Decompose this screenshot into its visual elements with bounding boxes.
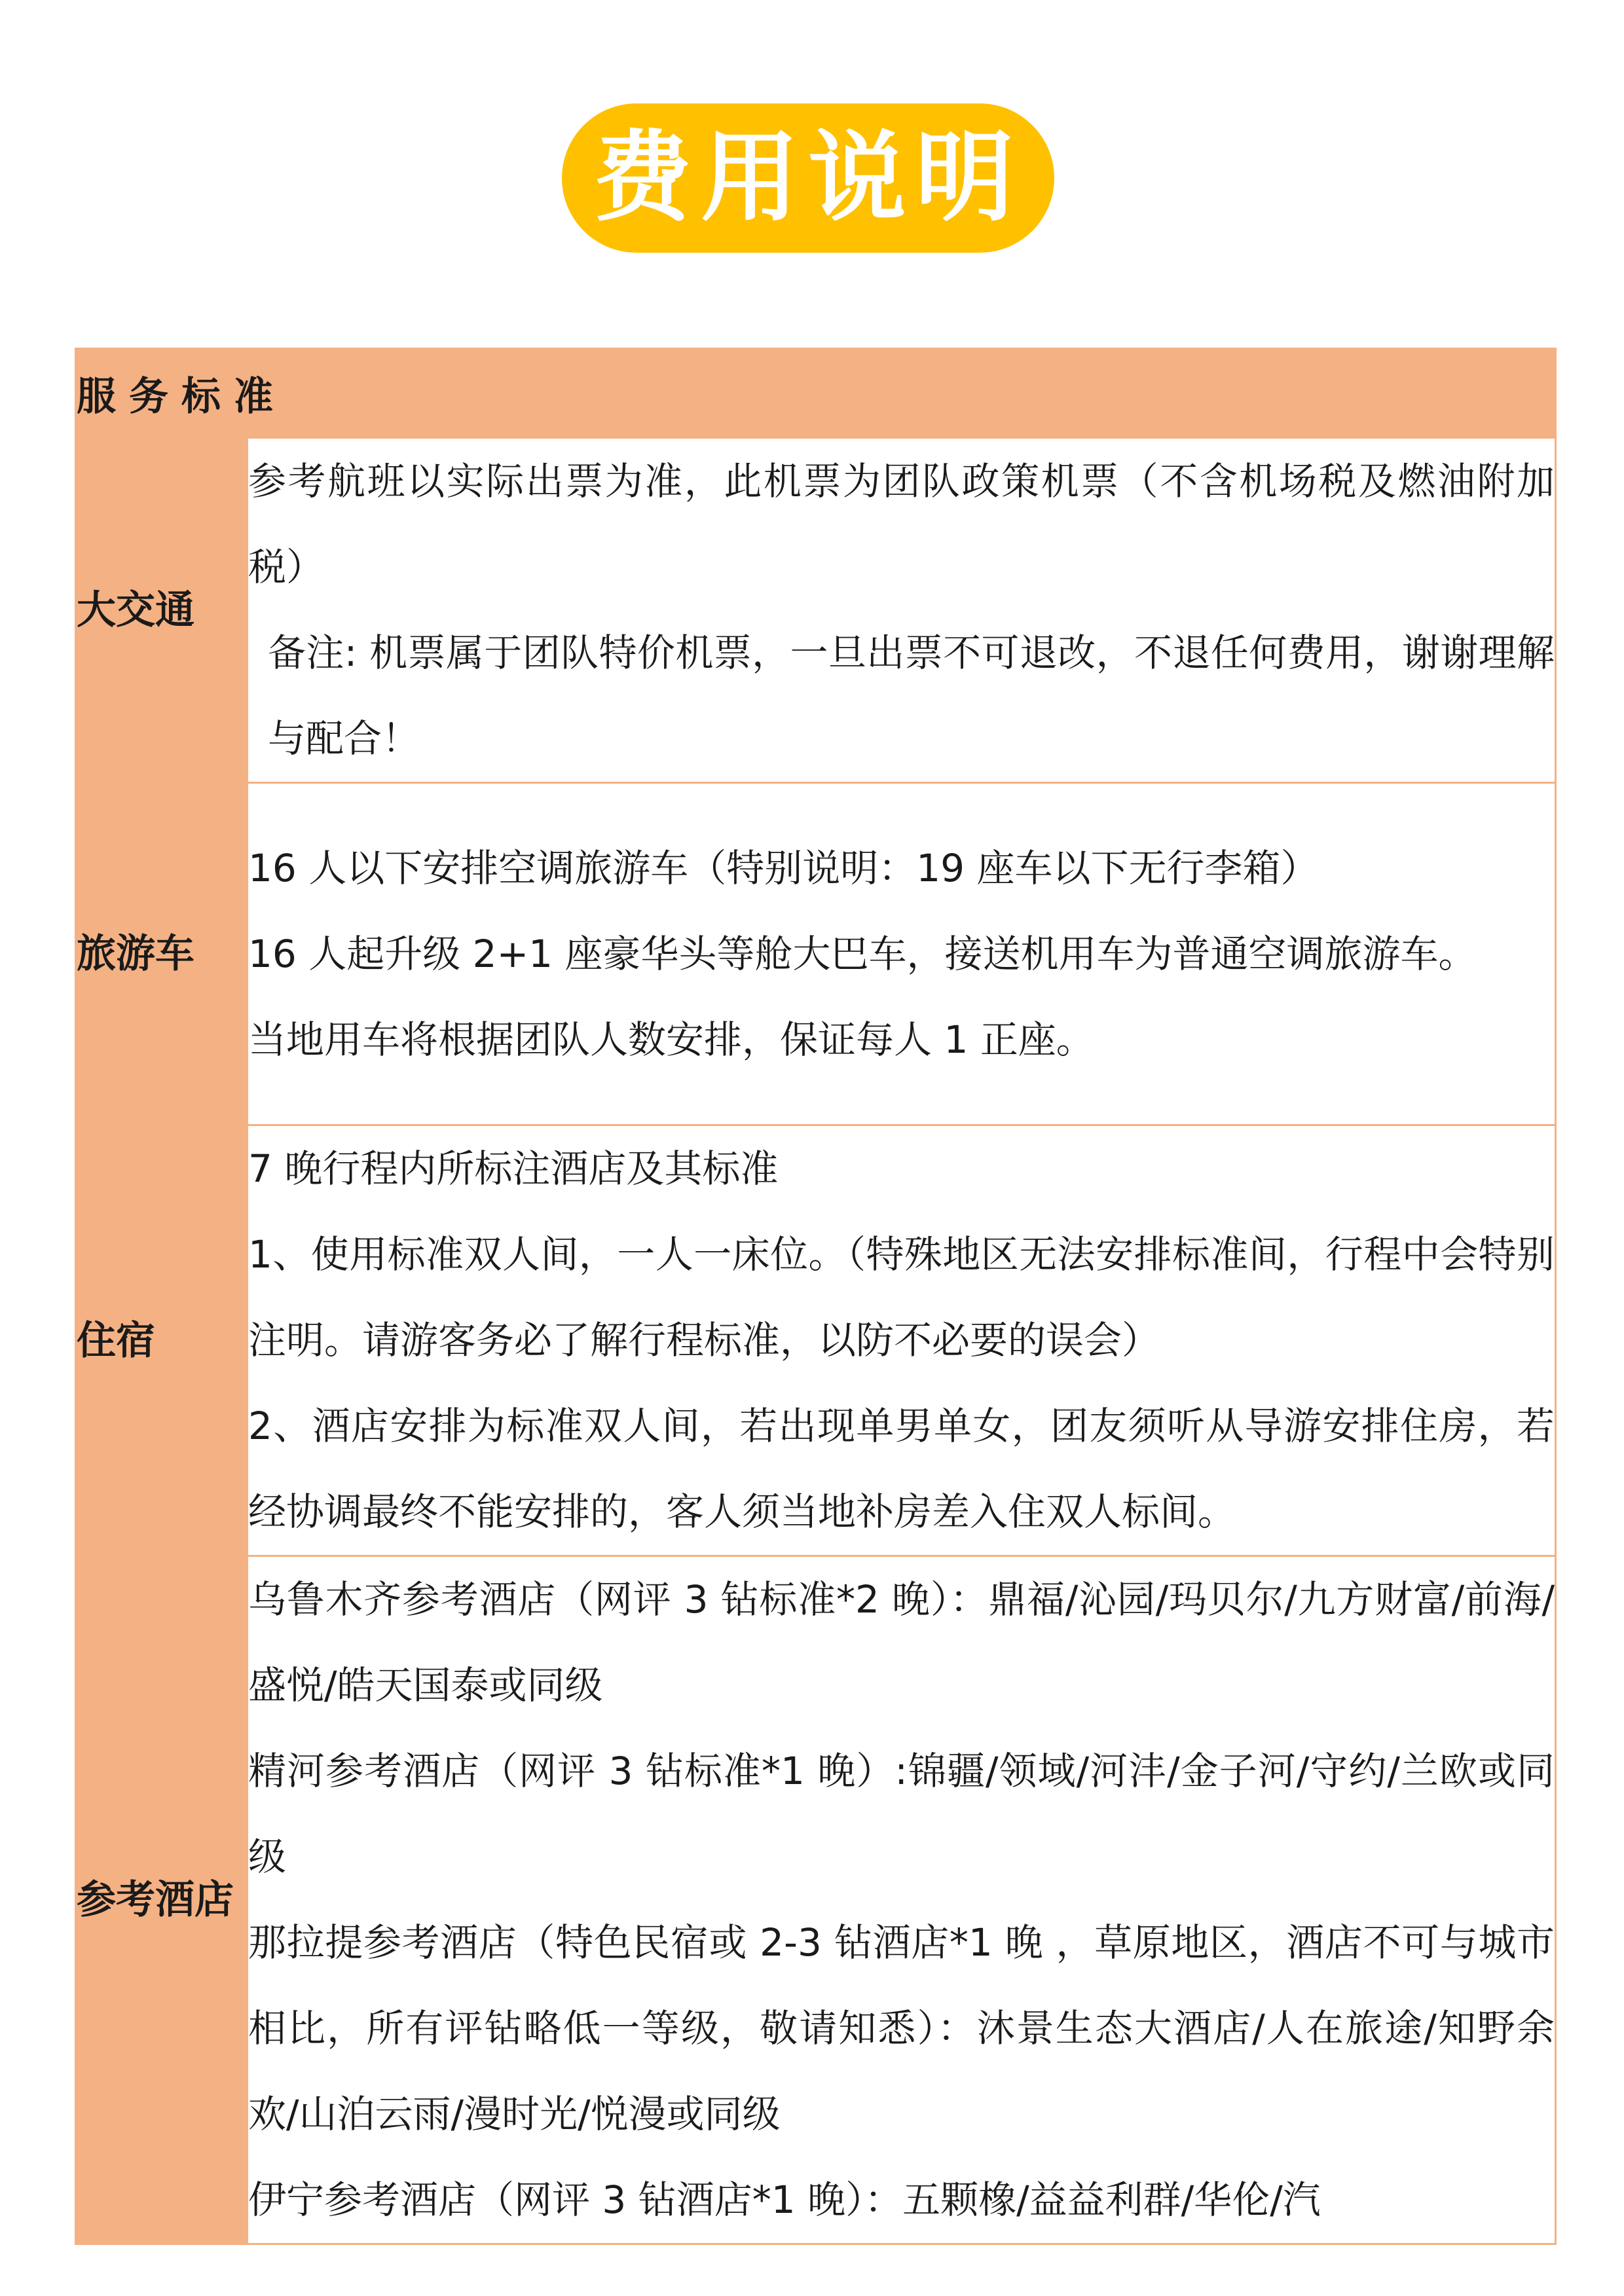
bus-paragraph: 16 人以下安排空调旅游车（特别说明：19 座车以下无行李箱） xyxy=(248,845,1319,890)
table-row-lodging xyxy=(76,1125,1556,1556)
hotel-paragraph: 那拉提参考酒店（特色民宿或 2-3 钻酒店*1 晚 ，草原地区，酒店不可与城市相比，所有评钻略低一等级，敬请知悉）：沐景生态大酒店/人在旅途/知野余欢/山泊云雨/漫时光/悦漫或同级 xyxy=(248,1920,1555,2136)
row-label-bus: 旅游车 xyxy=(76,783,248,1125)
transport-paragraph: 参考航班以实际出票为准，此机票为团队政策机票（不含机场税及燃油附加税） xyxy=(248,459,1555,589)
hotel-paragraph: 伊宁参考酒店（网评 3 钻酒店*1 晚）：五颗橡/益益利群/华伦/汽 xyxy=(248,2178,1321,2222)
lodging-paragraph: 2、酒店安排为标准双人间，若出现单男单女，团友须听从导游安排住房，若经协调最终不能安排的，客人须当地补房差入住双人标间。 xyxy=(248,1404,1555,1534)
row-content-lodging xyxy=(248,1125,1556,1556)
page-title: 费用说明 xyxy=(593,121,1023,235)
bus-paragraph: 16 人起升级 2+1 座豪华头等舱大巴车，接送机用车为普通空调旅游车。 xyxy=(248,931,1477,976)
bus-paragraph: 当地用车将根据团队人数安排，保证每人 1 正座。 xyxy=(248,1017,1094,1062)
service-standards-table xyxy=(75,348,1557,2245)
hotel-paragraph: 乌鲁木齐参考酒店（网评 3 钻标准*2 晚）：鼎福/沁园/玛贝尔/九方财富/前海/盛悦/皓天国泰或同级 xyxy=(248,1577,1555,1707)
hotel-paragraph: 精河参考酒店（网评 3 钻标准*1 晚）:锦疆/领域/河沣/金子河/守约/兰欧或同级 xyxy=(248,1749,1555,1879)
table-row-hotels xyxy=(76,1556,1556,2244)
table-row-bus xyxy=(76,783,1556,1125)
table-header-row xyxy=(76,349,1556,438)
lodging-paragraph: 1、使用标准双人间，一人一床位。（特殊地区无法安排标准间，行程中会特别注明。请游客务必了解行程标准，以防不必要的误会） xyxy=(248,1232,1555,1362)
lodging-paragraph: 7 晚行程内所标注酒店及其标准 xyxy=(248,1146,779,1191)
transport-note-paragraph: 备注: 机票属于团队特价机票，一旦出票不可退改，不退任何费用，谢谢理解与配合！ xyxy=(268,630,1555,761)
row-label-hotels: 参考酒店 xyxy=(76,1556,248,2244)
row-label-transport: 大交通 xyxy=(76,438,248,783)
row-label-lodging: 住宿 xyxy=(76,1125,248,1556)
table-header: 服务标准 xyxy=(76,349,1556,438)
row-content-transport xyxy=(248,438,1556,783)
row-content-hotels xyxy=(248,1556,1556,2244)
row-content-bus xyxy=(248,783,1556,1125)
table-row-transport xyxy=(76,438,1556,783)
page-title-badge xyxy=(562,103,1054,253)
